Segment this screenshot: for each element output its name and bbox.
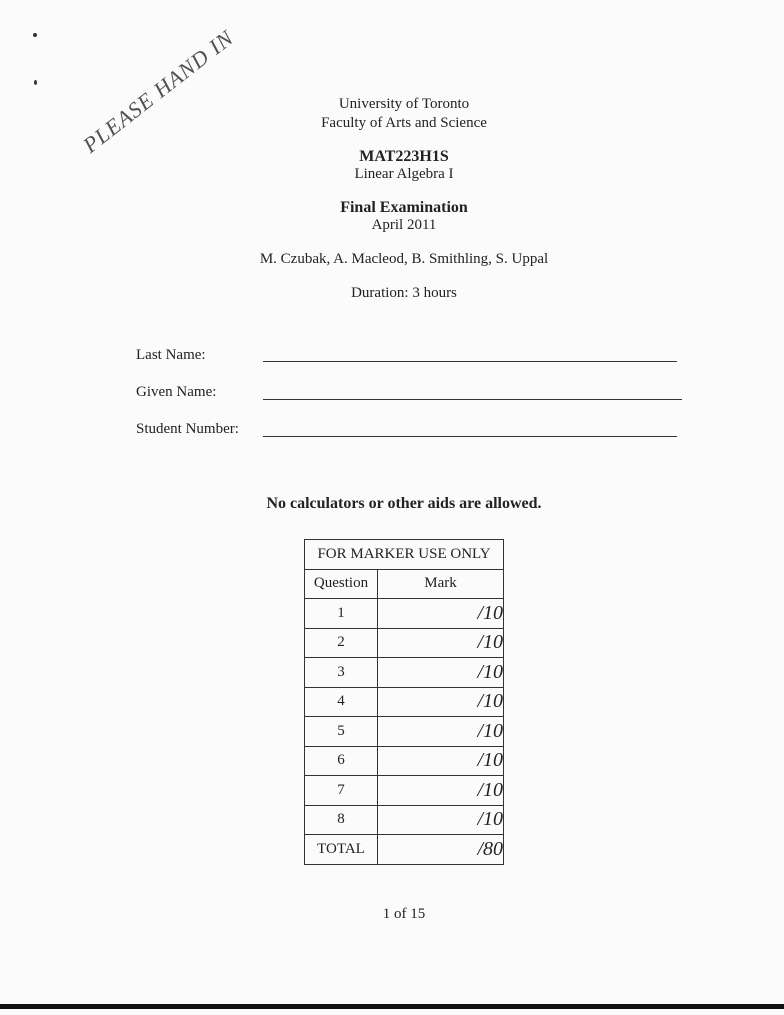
question-number: 7 [305, 776, 378, 806]
exam-title: Final Examination [340, 199, 468, 216]
marker-table-title: FOR MARKER USE ONLY [305, 540, 504, 570]
mark-cell: /10 [378, 805, 504, 835]
table-row [305, 746, 504, 776]
table-row [305, 687, 504, 717]
course-name: Linear Algebra I [354, 166, 454, 182]
mark-cell: /10 [378, 599, 504, 629]
mark-cell: /10 [378, 746, 504, 776]
exam-date: April 2011 [371, 217, 437, 233]
question-column-header: Question [305, 569, 378, 599]
duration: Duration: 3 hours [351, 285, 457, 301]
page-number: 1 of 15 [382, 906, 426, 922]
course-code: MAT223H1S [359, 148, 449, 165]
marker-table-title-row [305, 540, 504, 570]
last-name-label: Last Name: [136, 347, 206, 363]
marker-table [304, 539, 504, 865]
student-number-label: Student Number: [136, 421, 239, 437]
instructors: M. Czubak, A. Macleod, B. Smithling, S. Uppal [259, 251, 549, 267]
total-row [305, 835, 504, 865]
question-number: 2 [305, 628, 378, 658]
table-row [305, 805, 504, 835]
table-row [305, 658, 504, 688]
university-name: University of Toronto [338, 96, 470, 112]
faculty-name: Faculty of Arts and Science [321, 115, 487, 131]
question-number: 6 [305, 746, 378, 776]
question-number: 4 [305, 687, 378, 717]
student-number-field[interactable] [263, 436, 677, 437]
total-label: TOTAL [305, 835, 378, 865]
question-number: 8 [305, 805, 378, 835]
given-name-label: Given Name: [136, 384, 217, 400]
marker-table-header-row [305, 569, 504, 599]
table-row [305, 717, 504, 747]
mark-cell: /10 [378, 658, 504, 688]
page-bottom-edge [0, 1004, 784, 1009]
no-aids-notice: No calculators or other aids are allowed. [266, 495, 542, 512]
mark-column-header: Mark [378, 569, 504, 599]
question-number: 1 [305, 599, 378, 629]
mark-cell: /10 [378, 717, 504, 747]
question-number: 5 [305, 717, 378, 747]
table-row [305, 628, 504, 658]
given-name-field[interactable] [263, 399, 682, 400]
total-mark: /80 [378, 835, 504, 865]
mark-cell: /10 [378, 687, 504, 717]
question-number: 3 [305, 658, 378, 688]
mark-cell: /10 [378, 628, 504, 658]
table-row [305, 599, 504, 629]
please-hand-in-stamp: PLEASE HAND IN [78, 24, 239, 158]
margin-dot [33, 33, 37, 37]
table-row [305, 776, 504, 806]
last-name-field[interactable] [263, 361, 677, 362]
margin-dot [34, 80, 37, 85]
mark-cell: /10 [378, 776, 504, 806]
